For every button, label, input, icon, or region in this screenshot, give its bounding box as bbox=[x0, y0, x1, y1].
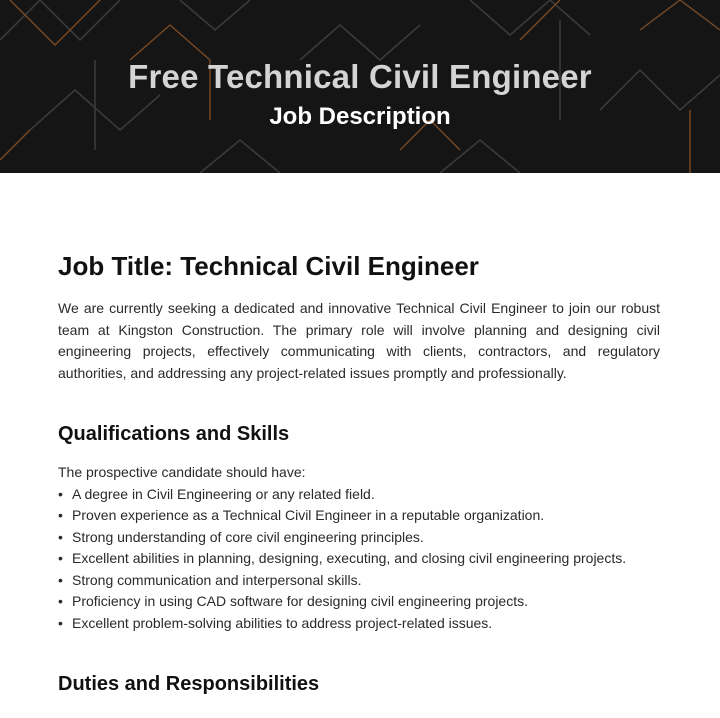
list-item: • Strong communication and interpersonal skills. bbox=[58, 570, 660, 592]
job-title-heading: Job Title: Technical Civil Engineer bbox=[58, 251, 479, 281]
document-body bbox=[58, 248, 660, 698]
header-banner bbox=[0, 0, 720, 173]
qualifications-list bbox=[58, 484, 660, 635]
banner-title: Free Technical Civil Engineer bbox=[128, 58, 592, 95]
list-item: • Excellent problem-solving abilities to address project-related issues. bbox=[58, 613, 660, 635]
list-item: • Excellent abilities in planning, designing, executing, and closing civil engineering projects. bbox=[58, 548, 660, 570]
list-item: • Proven experience as a Technical Civil Engineer in a reputable organization. bbox=[58, 505, 660, 527]
list-item: • Strong understanding of core civil engineering principles. bbox=[58, 527, 660, 549]
list-item: • A degree in Civil Engineering or any related field. bbox=[58, 484, 660, 506]
list-item: • Proficiency in using CAD software for designing civil engineering projects. bbox=[58, 591, 660, 613]
qualifications-lead: The prospective candidate should have: bbox=[58, 464, 306, 480]
duties-heading: Duties and Responsibilities bbox=[58, 673, 320, 695]
qualifications-heading: Qualifications and Skills bbox=[58, 423, 290, 445]
banner-subtitle: Job Description bbox=[269, 103, 451, 130]
job-intro-paragraph: We are currently seeking a dedicated and innovative Technical Civil Engineer to join our robust team at Kingston Construction. The primary role will involve planning and designing civil engineering projects, effectively communicating with clients, contractors, and regulatory authorities, and addressing any project-related issues promptly and professionally. bbox=[58, 300, 660, 381]
